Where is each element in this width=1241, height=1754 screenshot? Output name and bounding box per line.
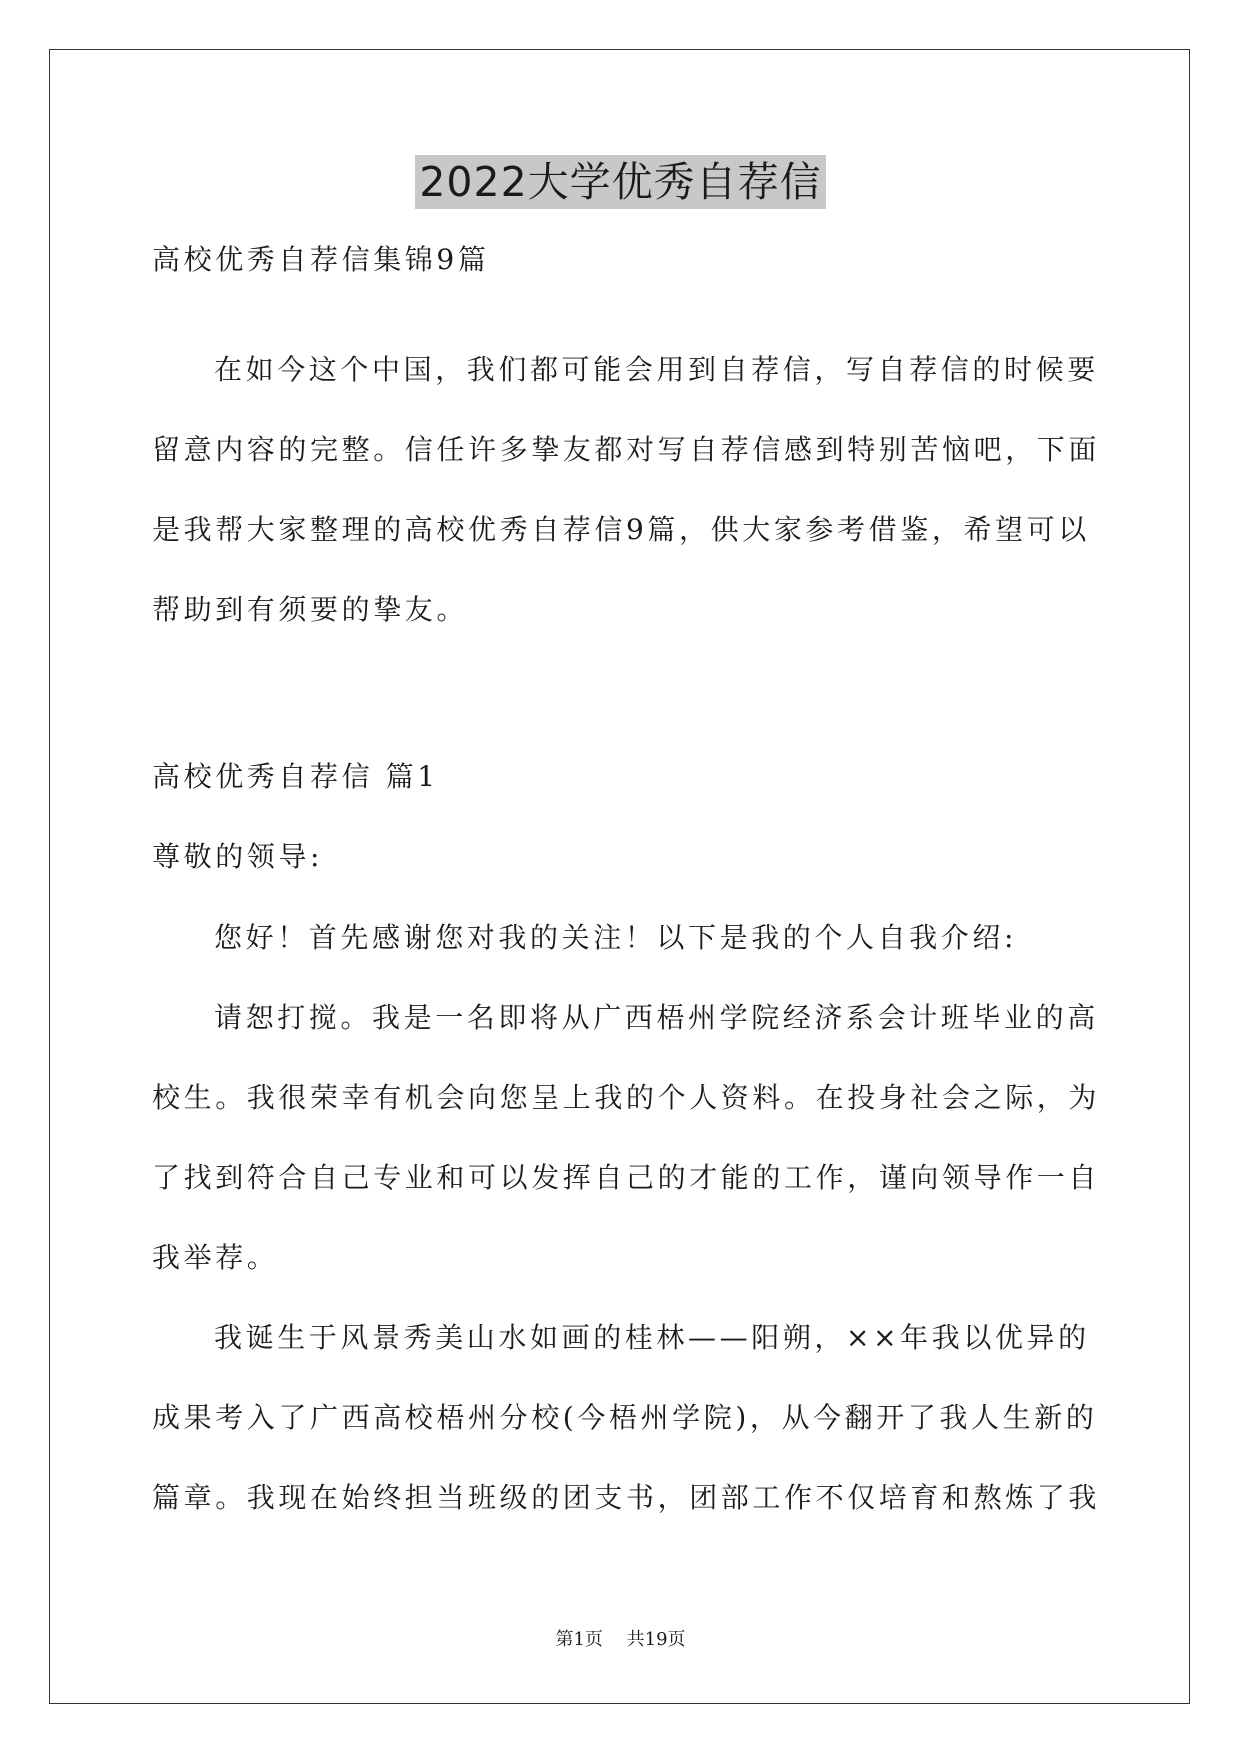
document-title-text: 2022大学优秀自荐信: [415, 155, 825, 209]
paragraph-line: 了找到符合自己专业和可以发挥自己的才能的工作，谨向领导作一自: [152, 1161, 1101, 1194]
paragraph-line: 成果考入了广西高校梧州分校(今梧州学院)，从今翻开了我人生新的: [152, 1401, 1098, 1434]
intro-line: 帮助到有须要的挚友。: [152, 593, 469, 626]
salutation: 尊敬的领导:: [152, 840, 324, 873]
document-subtitle: 高校优秀自荐信集锦9篇: [152, 243, 490, 276]
document-title: [0, 155, 1241, 209]
intro-line: 留意内容的完整。信任许多挚友都对写自荐信感到特别苦恼吧，下面: [152, 433, 1101, 466]
paragraph-line: 我举荐。: [152, 1241, 279, 1274]
greeting-line: 您好！首先感谢您对我的关注！以下是我的个人自我介绍:: [214, 921, 1018, 954]
paragraph-line: 校生。我很荣幸有机会向您呈上我的个人资料。在投身社会之际，为: [152, 1081, 1101, 1114]
page-footer: [0, 1625, 1241, 1651]
paragraph-line: 请恕打搅。我是一名即将从广西梧州学院经济系会计班毕业的高: [214, 1001, 1099, 1034]
page-total: 共19页: [626, 1629, 686, 1650]
intro-line: 在如今这个中国，我们都可能会用到自荐信，写自荐信的时候要: [214, 353, 1099, 386]
paragraph-line: 我诞生于风景秀美山水如画的桂林——阳朔，××年我以优异的: [214, 1321, 1090, 1354]
page-number: 第1页: [555, 1629, 603, 1650]
page-border: [49, 49, 1190, 1704]
paragraph-line: 篇章。我现在始终担当班级的团支书，团部工作不仅培育和熬炼了我: [152, 1481, 1101, 1514]
section-heading: 高校优秀自荐信 篇1: [152, 760, 439, 793]
intro-line: 是我帮大家整理的高校优秀自荐信9篇，供大家参考借鉴，希望可以: [152, 513, 1090, 546]
